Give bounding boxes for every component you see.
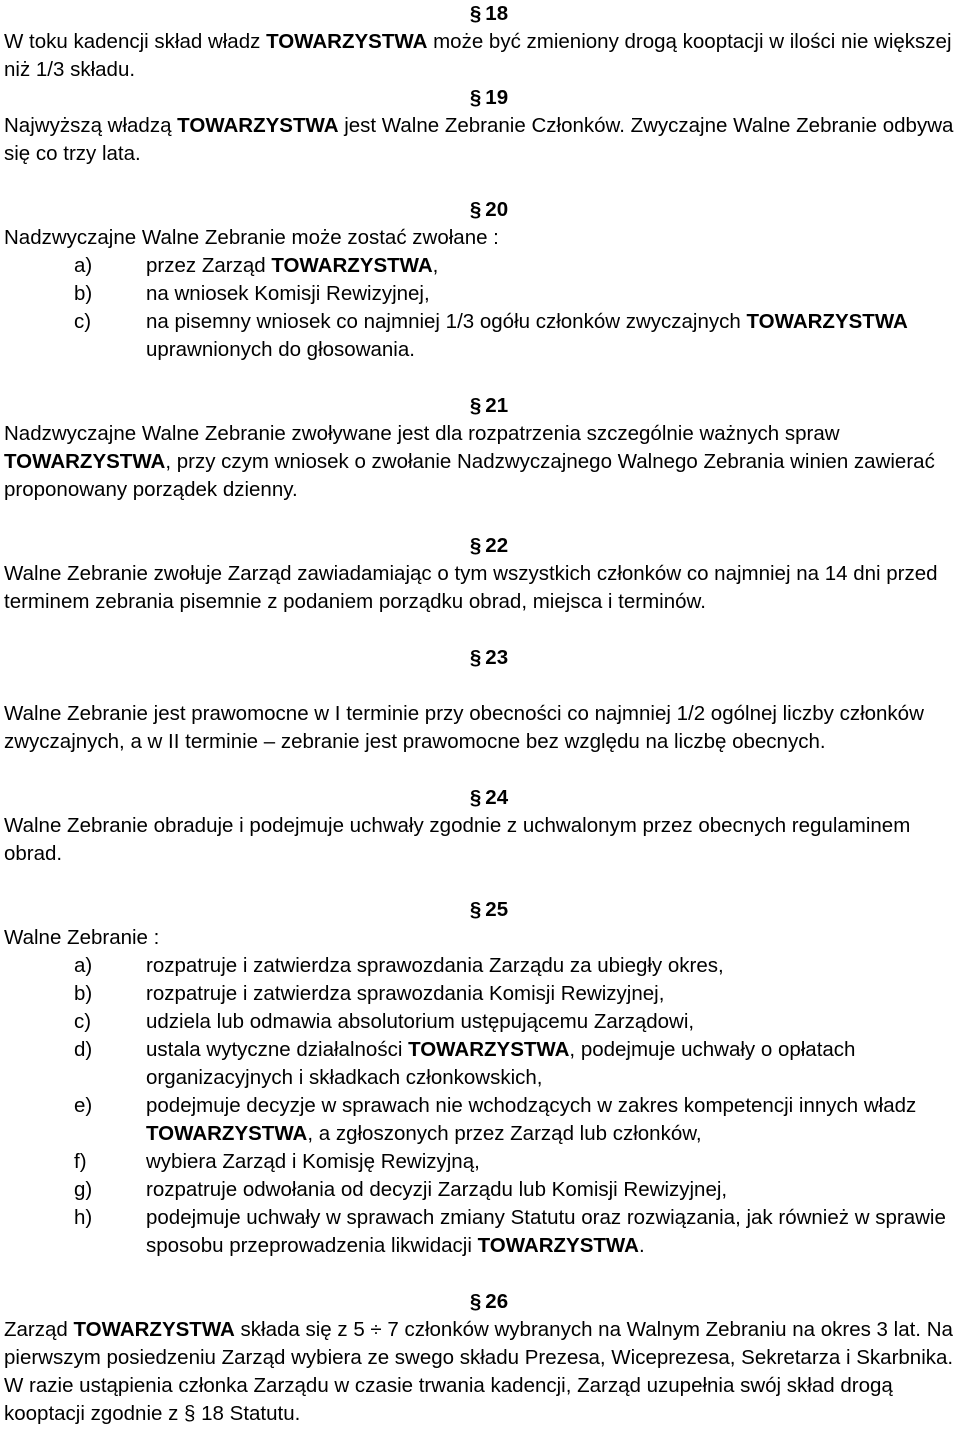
section-18 [4,0,954,84]
section-number: § 24 [469,786,509,809]
list-item: h) podejmuje uchwały w sprawach zmiany Statutu oraz rozwiązania, jak również w sprawie sposobu przeprowadzenia likwidacji TOWARZYSTWA. [74,1206,946,1257]
list-item: b) rozpatruje i zatwierdza sprawozdania Komisji Rewizyjnej, [74,982,665,1005]
list-item: a) rozpatruje i zatwierdza sprawozdania Zarządu za ubiegły okres, [74,954,724,977]
section-number: § 22 [469,534,509,557]
list-item: b) na wniosek Komisji Rewizyjnej, [74,282,430,305]
section-intro: Walne Zebranie : [4,926,160,949]
section-24 [4,784,954,868]
section-text: Nadzwyczajne Walne Zebranie zwoływane jest dla rozpatrzenia szczególnie ważnych spraw TOWARZYSTWA, przy czym wniosek o zwołanie Nadzwyczajnego Walnego Zebrania winien zawierać proponowany porządek dzienny. [4,422,935,501]
section-number: § 21 [469,394,509,417]
section-23 [4,644,954,756]
document-page [4,0,954,1428]
list-item: e) podejmuje decyzje w sprawach nie wchodzących w zakres kompetencji innych władz TOWARZYSTWA, a zgłoszonych przez Zarząd lub członków, [74,1094,917,1145]
section-21 [4,392,954,504]
section-intro: Nadzwyczajne Walne Zebranie może zostać zwołane : [4,226,499,249]
list-item: g) rozpatruje odwołania od decyzji Zarządu lub Komisji Rewizyjnej, [74,1178,728,1201]
section-text: W toku kadencji skład władz TOWARZYSTWA może być zmieniony drogą kooptacji w ilości nie większej niż 1/3 składu. [4,30,952,81]
section-text: Zarząd TOWARZYSTWA składa się z 5 ÷ 7 członków wybranych na Walnym Zebraniu na okres 3 lat. Na pierwszym posiedzeniu Zarząd wybiera ze swego składu Prezesa, Wiceprezesa, Sekretarza i Skarbnika. W razie ustąpienia członka Zarządu w czasie trwania kadencji, Zarząd uzupełnia swój skład drogą kooptacji zgodnie z § 18 Statutu. [4,1318,954,1425]
section-text: Walne Zebranie jest prawomocne w I terminie przy obecności co najmniej 1/2 ogólnej liczby członków zwyczajnych, a w II terminie – zebranie jest prawomocne bez względu na liczbę obecnych. [4,702,924,753]
section-25 [4,896,954,1260]
section-text: Walne Zebranie zwołuje Zarząd zawiadamiając o tym wszystkich członków co najmniej na 14 dni przed terminem zebrania pisemnie z podaniem porządku obrad, miejsca i terminów. [4,562,938,613]
list-item: c) na pisemny wniosek co najmniej 1/3 ogółu członków zwyczajnych TOWARZYSTWA uprawnionych do głosowania. [74,310,908,361]
section-26 [4,1288,954,1428]
section-20 [4,196,954,364]
section-number: § 20 [469,198,509,221]
section-text: Walne Zebranie obraduje i podejmuje uchwały zgodnie z uchwalonym przez obecnych regulaminem obrad. [4,814,911,865]
list-item: f) wybiera Zarząd i Komisję Rewizyjną, [74,1150,480,1173]
list-item: c) udziela lub odmawia absolutorium ustępującemu Zarządowi, [74,1010,695,1033]
section-number: § 23 [469,646,509,669]
list-item: d) ustala wytyczne działalności TOWARZYSTWA, podejmuje uchwały o opłatach organizacyjnych i składkach członkowskich, [74,1038,856,1089]
list-item: a) przez Zarząd TOWARZYSTWA, [74,254,439,277]
section-22 [4,532,954,616]
section-number: § 25 [469,898,509,921]
section-number: § 18 [469,2,509,25]
section-number: § 26 [469,1290,509,1313]
section-19 [4,84,954,168]
section-number: § 19 [469,86,509,109]
section-text: Najwyższą władzą TOWARZYSTWA jest Walne Zebranie Członków. Zwyczajne Walne Zebranie odbywa się co trzy lata. [4,114,954,165]
